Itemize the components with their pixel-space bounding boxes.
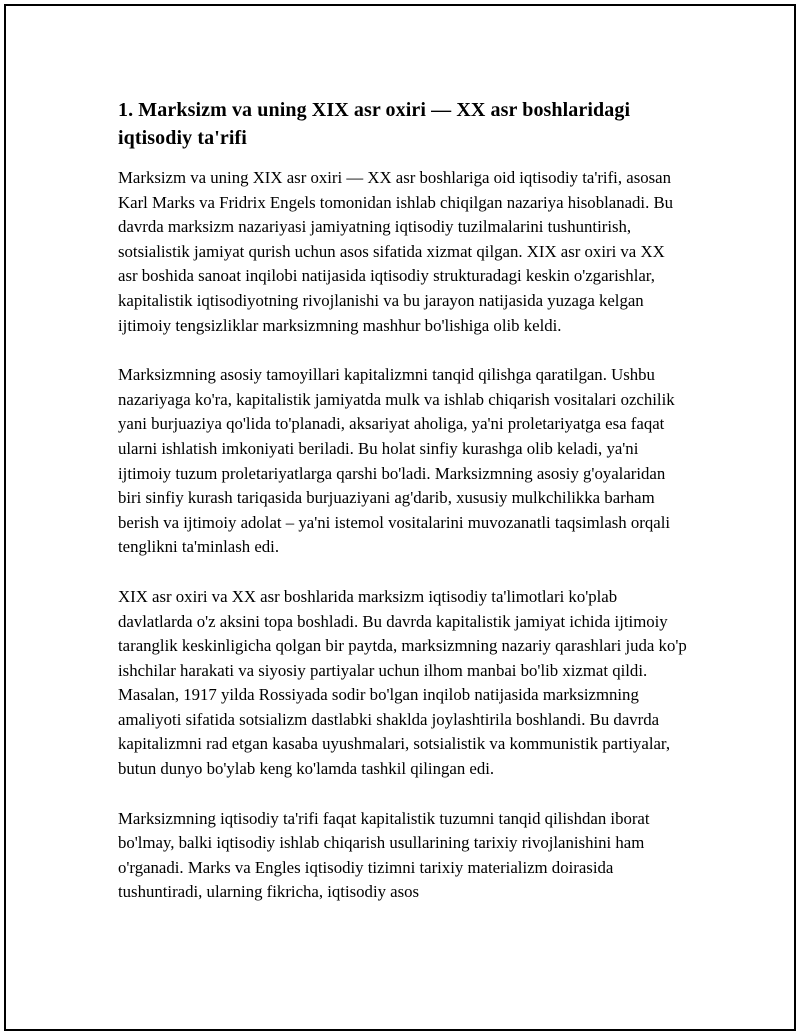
- section-heading: 1. Marksizm va uning XIX asr oxiri — XX asr boshlaridagi iqtisodiy ta'rifi: [118, 99, 631, 149]
- paragraph-4: Marksizmning iqtisodiy ta'rifi faqat kapitalistik tuzumni tanqid qilishdan iborat bo'lmay, balki iqtisodiy ishlab chiqarish usullarining tarixiy rivojlanishini ham o'rganadi. Marks va Engles iqtisodiy tizimni tarixiy materializm doirasida tushuntiradi, ularning fikricha, iqtisodiy asos: [118, 808, 650, 902]
- paragraph-2: Marksizmning asosiy tamoyillari kapitalizmni tanqid qilishga qaratilgan. Ushbu nazariyaga ko'ra, kapitalistik jamiyatda mulk va ishlab chiqarish vositalari ozchilik yani burjuaziya qo'lida to'planadi, aksariyat aholiga, ya'ni proletariyatga esa faqat ularni ishlatish imkoniyati beriladi. Bu holat sinfiy kurashga olib keladi, ya'ni ijtimoiy tuzum proletariyatlarga qarshi bo'ladi. Marksizmning asosiy g'oyalaridan biri sinfiy kurash tariqasida burjuaziyani ag'darib, xususiy mulkchilikka barham berish va ijtimoiy adolat – ya'ni istemol vositalarini muvozanatli taqsimlash orqali tenglikni ta'minlash edi.: [118, 365, 675, 557]
- document-body: [118, 96, 688, 930]
- paragraph-1: Marksizm va uning XIX asr oxiri — XX asr boshlariga oid iqtisodiy ta'rifi, asosan Karl Marks va Fridrix Engels tomonidan ishlab chiqilgan nazariya hisoblanadi. Bu davrda marksizm nazariyasi jamiyatning iqtisodiy tuzilmalarini tushuntirish, sotsialistik jamiyat qurish uchun asos sifatida xizmat qilgan. XIX asr oxiri va XX asr boshida sanoat inqilobi natijasida iqtisodiy strukturadagi keskin o'zgarishlar, kapitalistik iqtisodiyotning rivojlanishi va bu jarayon natijasida yuzaga kelgan ijtimoiy tengsizliklar marksizmning mashhur bo'lishiga olib keldi.: [118, 168, 674, 335]
- document-page: [4, 4, 796, 1031]
- paragraph-3: XIX asr oxiri va XX asr boshlarida marksizm iqtisodiy ta'limotlari ko'plab davlatlarda o'z aksini topa boshladi. Bu davrda kapitalistik jamiyat ichida ijtimoiy taranglik keskinligicha qolgan bir paytda, marksizmning nazariy qarashlari juda ko'p ishchilar harakati va siyosiy partiyalar uchun ilhom manbai bo'lib xizmat qildi. Masalan, 1917 yilda Rossiyada sodir bo'lgan inqilob natijasida marksizmning amaliyoti sifatida sotsializm dastlabki shaklda joylashtirila boshlandi. Bu davrda kapitalizmni rad etgan kasaba uyushmalari, sotsialistik va kommunistik partiyalar, butun dunyo bo'ylab keng ko'lamda tashkil qilingan edi.: [118, 586, 687, 779]
